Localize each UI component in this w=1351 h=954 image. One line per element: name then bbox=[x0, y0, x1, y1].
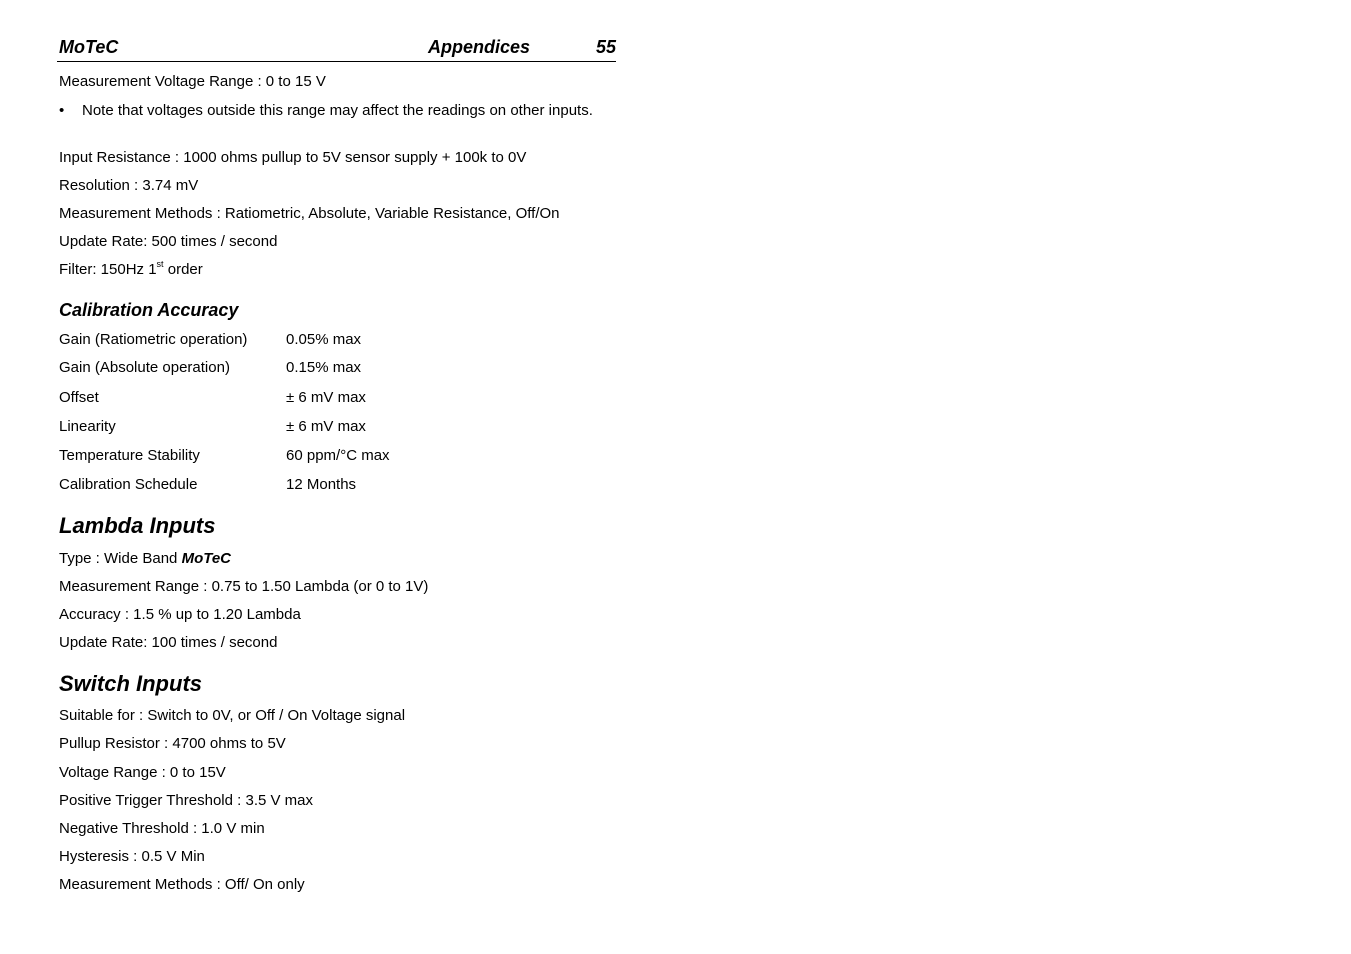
calibration-value: ± 6 mV max bbox=[286, 389, 366, 406]
calibration-row bbox=[59, 476, 619, 496]
calibration-key: Linearity bbox=[59, 418, 116, 435]
filter-suffix: order bbox=[163, 261, 203, 278]
header-section-title: Appendices bbox=[428, 37, 531, 57]
filter bbox=[59, 261, 203, 279]
switch-hysteresis: Hysteresis : 0.5 V Min bbox=[59, 848, 205, 865]
calibration-accuracy-heading: Calibration Accuracy bbox=[59, 300, 239, 320]
update-rate: Update Rate: 500 times / second bbox=[59, 233, 278, 250]
calibration-key: Gain (Absolute operation) bbox=[59, 359, 230, 376]
measurement-voltage-range: Measurement Voltage Range : 0 to 15 V bbox=[59, 73, 326, 90]
switch-measurement-methods: Measurement Methods : Off/ On only bbox=[59, 876, 305, 893]
switch-suitable-for: Suitable for : Switch to 0V, or Off / On Voltage signal bbox=[59, 707, 406, 724]
switch-pullup-resistor: Pullup Resistor : 4700 ohms to 5V bbox=[59, 735, 286, 752]
calibration-key: Gain (Ratiometric operation) bbox=[59, 331, 248, 348]
page-header bbox=[57, 37, 616, 62]
filter-superscript: st bbox=[156, 259, 164, 269]
voltage-note-text: Note that voltages outside this range may affect the readings on other inputs. bbox=[82, 102, 593, 119]
lambda-update-rate: Update Rate: 100 times / second bbox=[59, 634, 278, 651]
bullet-icon: • bbox=[59, 102, 65, 119]
header-page-number: 55 bbox=[595, 37, 616, 57]
calibration-key: Calibration Schedule bbox=[59, 476, 198, 493]
lambda-type bbox=[59, 550, 231, 568]
calibration-value: 0.15% max bbox=[286, 359, 362, 376]
resolution: Resolution : 3.74 mV bbox=[59, 177, 199, 194]
switch-negative-threshold: Negative Threshold : 1.0 V min bbox=[59, 820, 265, 837]
calibration-value: 0.05% max bbox=[286, 331, 362, 348]
calibration-value: 60 ppm/°C max bbox=[286, 447, 390, 464]
switch-inputs-heading: Switch Inputs bbox=[59, 671, 202, 696]
lambda-inputs-heading: Lambda Inputs bbox=[59, 513, 216, 538]
measurement-methods: Measurement Methods : Ratiometric, Absolute, Variable Resistance, Off/On bbox=[59, 205, 560, 222]
header-brand: MoTeC bbox=[59, 37, 119, 57]
calibration-row bbox=[59, 447, 619, 467]
calibration-key: Offset bbox=[59, 389, 99, 406]
calibration-value: ± 6 mV max bbox=[286, 418, 366, 435]
calibration-key: Temperature Stability bbox=[59, 447, 200, 464]
calibration-row bbox=[59, 389, 619, 409]
lambda-type-brand: MoTeC bbox=[181, 550, 232, 567]
calibration-row bbox=[59, 359, 619, 379]
lambda-accuracy: Accuracy : 1.5 % up to 1.20 Lambda bbox=[59, 606, 301, 623]
calibration-row bbox=[59, 418, 619, 438]
filter-prefix: Filter: 150Hz 1 bbox=[59, 261, 157, 278]
input-resistance: Input Resistance : 1000 ohms pullup to 5V sensor supply + 100k to 0V bbox=[59, 149, 527, 166]
lambda-measurement-range: Measurement Range : 0.75 to 1.50 Lambda (or 0 to 1V) bbox=[59, 578, 429, 595]
switch-voltage-range: Voltage Range : 0 to 15V bbox=[59, 764, 226, 781]
lambda-type-prefix: Type : Wide Band bbox=[59, 550, 182, 567]
calibration-row bbox=[59, 331, 619, 351]
switch-positive-threshold: Positive Trigger Threshold : 3.5 V max bbox=[59, 792, 314, 809]
calibration-value: 12 Months bbox=[286, 476, 357, 493]
